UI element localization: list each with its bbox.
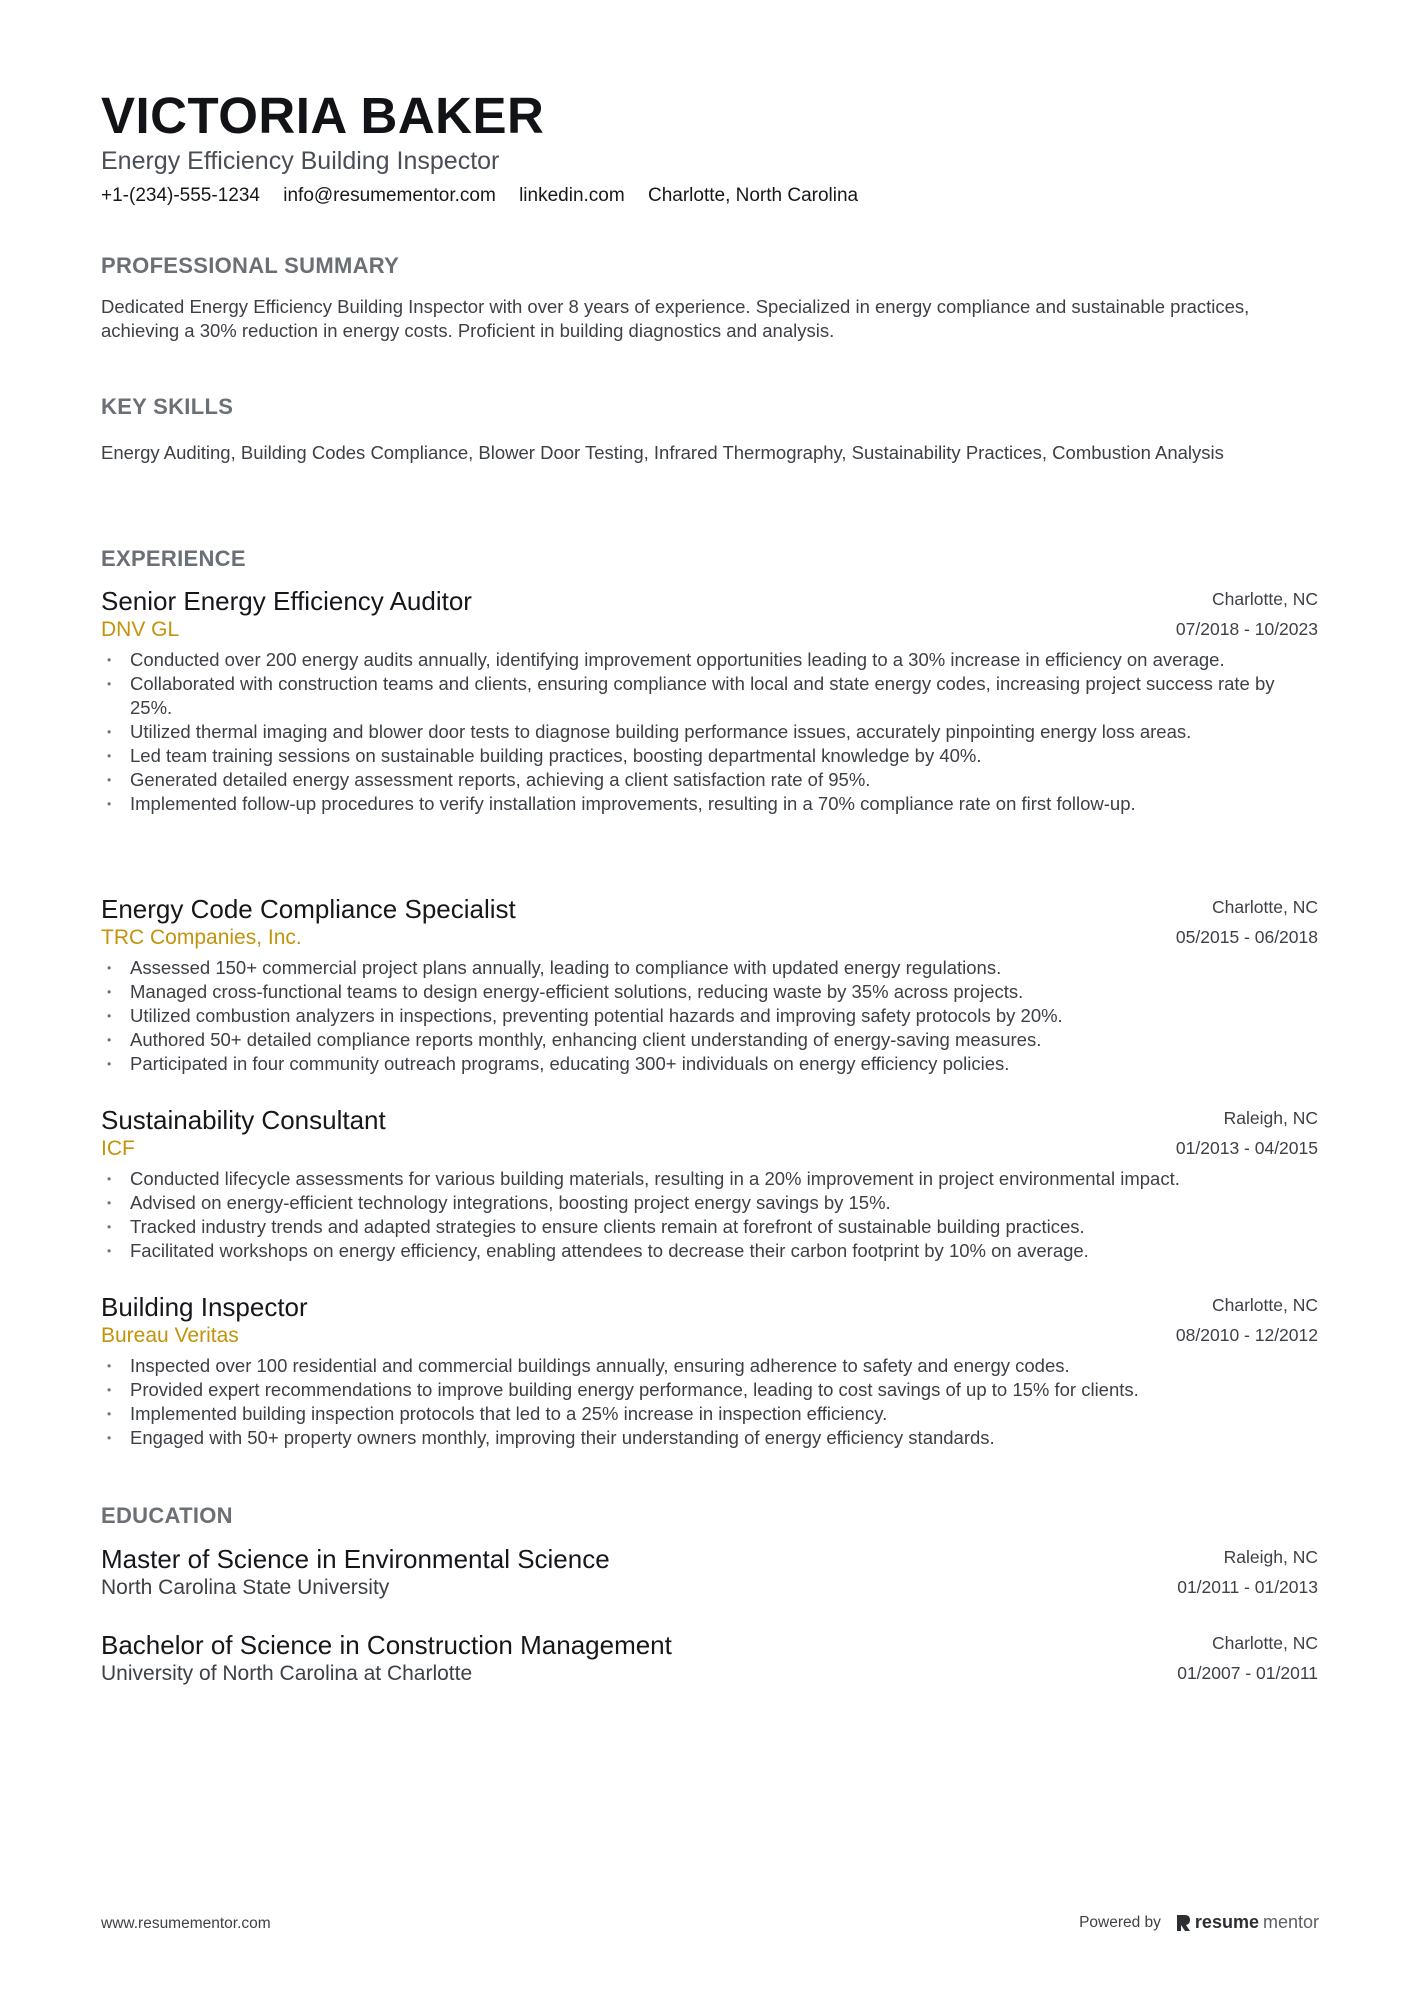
summary-heading: PROFESSIONAL SUMMARY (101, 253, 400, 278)
job-company: DNV GL (101, 618, 180, 641)
bullet-item: • Provided expert recommendations to improve building energy performance, leading to cost savings of up to 15% for clients. (101, 1378, 1318, 1402)
school-location: Raleigh, NC (1223, 1547, 1318, 1567)
brand-bold: resume (1194, 1912, 1259, 1932)
contact-line (101, 184, 876, 208)
bullet-item: • Assessed 150+ commercial project plans annually, leading to compliance with updated energy regulations. (101, 956, 1318, 980)
job-title: Sustainability Consultant (101, 1105, 386, 1135)
bullet-item: • Conducted lifecycle assessments for various building materials, resulting in a 20% improvement in project environmental impact. (101, 1167, 1318, 1191)
powered-by-label: Powered by (1079, 1913, 1161, 1931)
bullet-item: • Facilitated workshops on energy efficiency, enabling attendees to decrease their carbon footprint by 10% on average. (101, 1239, 1318, 1263)
job-title: Energy Code Compliance Specialist (101, 894, 516, 924)
bullet-item: • Authored 50+ detailed compliance reports monthly, enhancing client understanding of energy-saving measures. (101, 1028, 1318, 1052)
job-location: Charlotte, NC (1211, 897, 1318, 917)
job-dates: 05/2015 - 06/2018 (1175, 927, 1318, 947)
school-location: Charlotte, NC (1211, 1633, 1318, 1653)
brand-light: mentor (1262, 1912, 1319, 1932)
candidate-name: VICTORIA BAKER (101, 87, 545, 144)
education-heading: EDUCATION (101, 1503, 233, 1528)
contact-linkedin[interactable]: linkedin.com (519, 185, 625, 206)
job-bullets (101, 956, 1318, 1076)
bullet-item: • Inspected over 100 residential and commercial buildings annually, ensuring adherence to safety and energy codes. (101, 1354, 1318, 1378)
degree-title: Bachelor of Science in Construction Management (101, 1630, 672, 1660)
degree-title: Master of Science in Environmental Science (101, 1544, 610, 1574)
job-title: Building Inspector (101, 1292, 308, 1322)
bullet-item: • Engaged with 50+ property owners monthly, improving their understanding of energy efficiency standards. (101, 1426, 1318, 1450)
bullet-item: • Tracked industry trends and adapted strategies to ensure clients remain at forefront of sustainable building practices. (101, 1215, 1318, 1239)
job-dates: 08/2010 - 12/2012 (1175, 1325, 1318, 1345)
resumementor-logo-icon (1175, 1913, 1191, 1933)
job-location: Charlotte, NC (1211, 589, 1318, 609)
bullet-item: • Advised on energy-efficient technology integrations, boosting project energy savings by 15%. (101, 1191, 1318, 1215)
bullet-item: • Implemented building inspection protocols that led to a 25% increase in inspection efficiency. (101, 1402, 1318, 1426)
skills-heading: KEY SKILLS (101, 394, 234, 419)
contact-location: Charlotte, North Carolina (647, 185, 859, 206)
experience-heading: EXPERIENCE (101, 546, 246, 571)
school-name: University of North Carolina at Charlotte (101, 1662, 473, 1685)
job-company: TRC Companies, Inc. (101, 926, 302, 949)
job-company: ICF (101, 1137, 135, 1160)
footer-website[interactable]: www.resumementor.com (101, 1915, 271, 1932)
contact-email[interactable]: info@resumementor.com (283, 185, 496, 206)
bullet-item: • Conducted over 200 energy audits annually, identifying improvement opportunities leading to a 30% increase in efficiency on average. (101, 648, 1318, 672)
bullet-item: • Utilized combustion analyzers in inspections, preventing potential hazards and improving safety protocols by 20%. (101, 1004, 1318, 1028)
job-location: Charlotte, NC (1211, 1295, 1318, 1315)
job-title: Senior Energy Efficiency Auditor (101, 586, 472, 616)
resumementor-logo[interactable] (1175, 1912, 1319, 1933)
education-dates: 01/2007 - 01/2011 (1177, 1663, 1318, 1683)
education-dates: 01/2011 - 01/2013 (1177, 1577, 1318, 1597)
footer-branding (1079, 1912, 1319, 1933)
bullet-item: • Utilized thermal imaging and blower door tests to diagnose building performance issues, accurately pinpointing energy loss areas. (101, 720, 1318, 744)
job-dates: 01/2013 - 04/2015 (1175, 1138, 1318, 1158)
candidate-title: Energy Efficiency Building Inspector (101, 147, 500, 175)
job-bullets (101, 648, 1318, 816)
school-name: North Carolina State University (101, 1576, 390, 1599)
bullet-item: • Managed cross-functional teams to design energy-efficient solutions, reducing waste by 35% across projects. (101, 980, 1318, 1004)
bullet-item: • Led team training sessions on sustainable building practices, boosting departmental knowledge by 40%. (101, 744, 1318, 768)
skills-text: Energy Auditing, Building Codes Compliance, Blower Door Testing, Infrared Thermography, Sustainability Practices, Combustion Analysis (101, 442, 1224, 463)
bullet-item: • Participated in four community outreach programs, educating 300+ individuals on energy efficiency policies. (101, 1052, 1318, 1076)
bullet-item: • Implemented follow-up procedures to verify installation improvements, resulting in a 70% compliance rate on first follow-up. (101, 792, 1318, 816)
contact-phone: +1-(234)-555-1234 (101, 185, 260, 206)
bullet-item: • Generated detailed energy assessment reports, achieving a client satisfaction rate of 95%. (101, 768, 1318, 792)
job-company: Bureau Veritas (101, 1324, 239, 1347)
job-dates: 07/2018 - 10/2023 (1175, 619, 1318, 639)
summary-text: Dedicated Energy Efficiency Building Inspector with over 8 years of experience. Specialized in energy compliance and sustainable practices, achieving a 30% reduction in energy costs. Proficient in building diagnostics and analysis. (101, 296, 1250, 341)
bullet-item: • Collaborated with construction teams and clients, ensuring compliance with local and state energy codes, increasing project success rate by 25%. (101, 672, 1318, 720)
job-bullets (101, 1354, 1318, 1450)
job-location: Raleigh, NC (1223, 1108, 1318, 1128)
job-bullets (101, 1167, 1318, 1263)
